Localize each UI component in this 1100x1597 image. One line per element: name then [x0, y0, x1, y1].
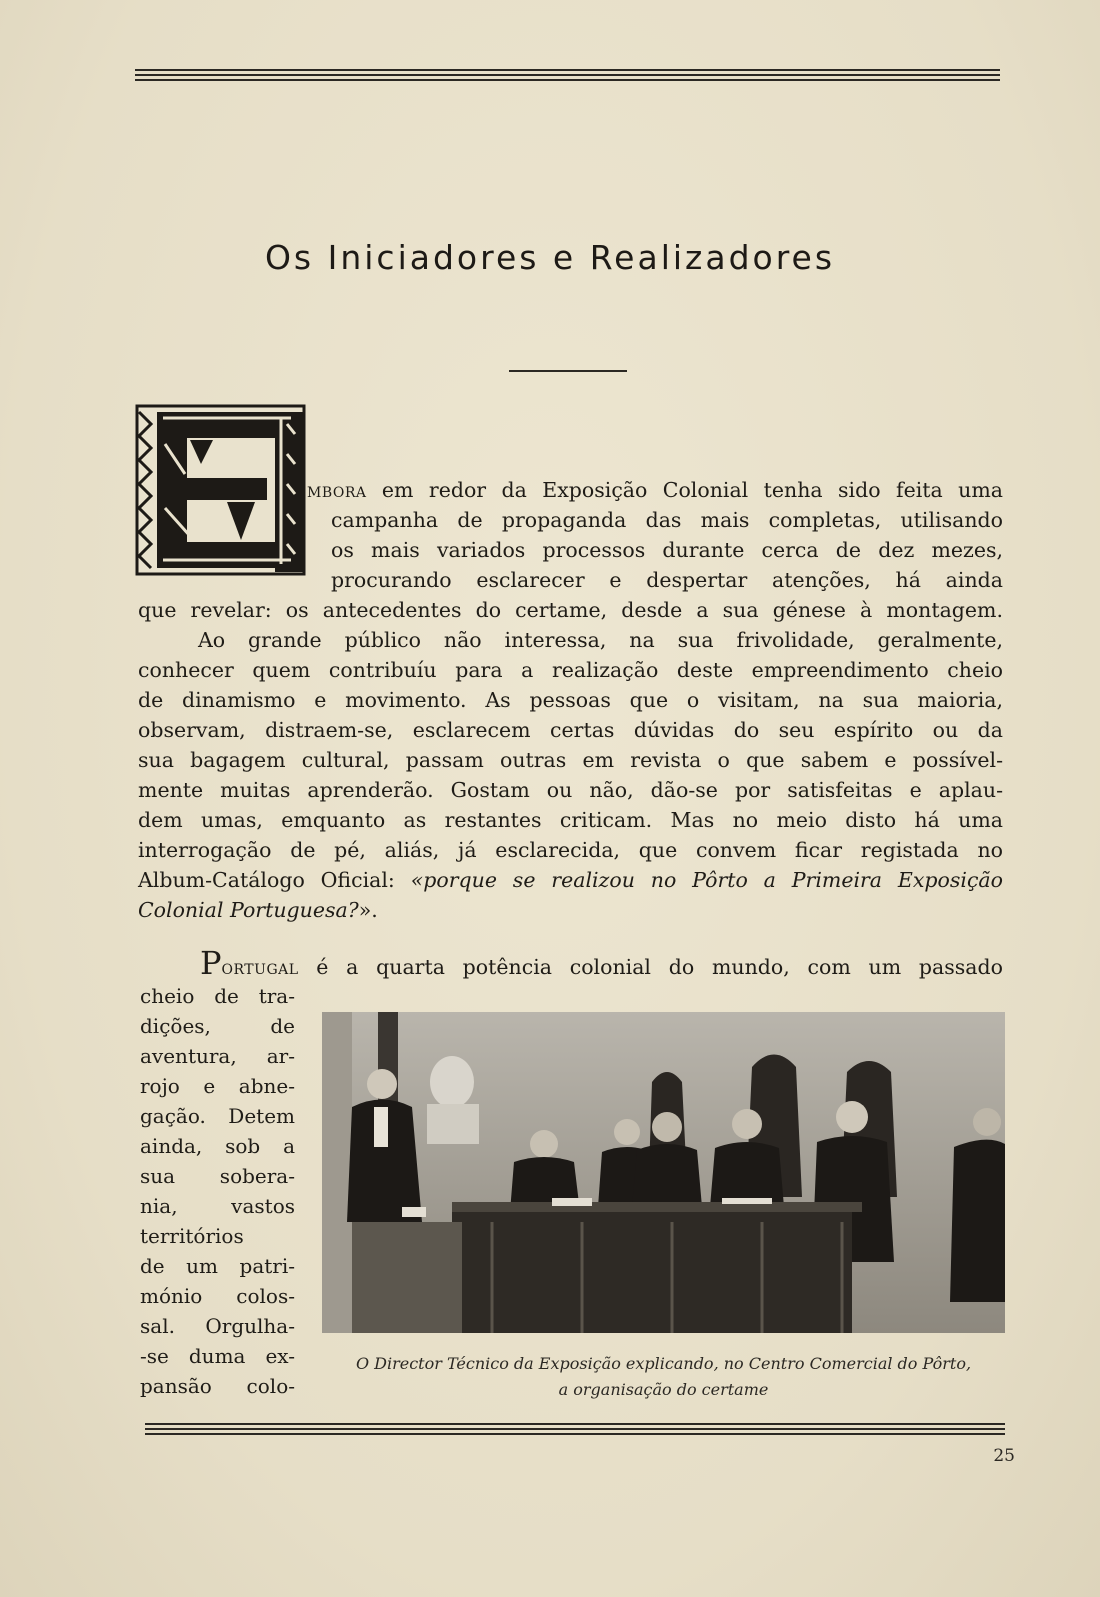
- text-line: mente muitas aprenderão. Gostam ou não, dão-se por satisfeitas e aplau-: [138, 778, 1003, 802]
- text-line: de um patri-: [140, 1254, 295, 1278]
- text-line: -se duma ex-: [140, 1344, 295, 1368]
- top-double-rule: [135, 69, 1000, 81]
- text-line: cheio de tra-: [140, 984, 295, 1008]
- text-span: é a quarta potência colonial do mundo, com um passado: [298, 955, 1003, 979]
- text-line: observam, distraem-se, esclarecem certas dúvidas do seu espírito ou da: [138, 718, 1003, 742]
- page-number: 25: [993, 1446, 1015, 1466]
- text-line: territórios: [140, 1224, 244, 1248]
- text-line: [200, 944, 1003, 982]
- small-caps-lead: mbora: [307, 478, 367, 502]
- text-line: pansão colo-: [140, 1374, 295, 1398]
- photo-caption-line: O Director Técnico da Exposição explicando, no Centro Comercial do Pôrto,: [355, 1354, 972, 1373]
- photo-caption-line: a organisação do certame: [558, 1380, 769, 1399]
- italic-span: Colonial Portuguesa?: [138, 898, 359, 922]
- bottom-double-rule: [145, 1423, 1005, 1435]
- text-line: dições, de: [140, 1014, 295, 1038]
- paragraph-1-body: [138, 595, 1003, 925]
- large-initial: P: [200, 944, 222, 982]
- ornamental-initial-e-icon: [135, 404, 306, 576]
- text-line: [138, 895, 1003, 925]
- text-line: sua sobera-: [140, 1164, 295, 1188]
- text-line: ainda, sob a: [140, 1134, 295, 1158]
- text-line: os mais variados processos durante cerca de dez mezes,: [331, 538, 1003, 562]
- text-line: dem umas, emquanto as restantes criticam. Mas no meio disto há uma: [138, 808, 1003, 832]
- text-line: campanha de propaganda das mais completas, utilisando: [331, 508, 1003, 532]
- text-line: conhecer quem contribuíu para a realização deste empreendimento cheio: [138, 658, 1003, 682]
- text-line: rojo e abne-: [140, 1074, 295, 1098]
- text-line: sua bagagem cultural, passam outras em revista o que sabem e possível-: [138, 748, 1003, 772]
- page-title: Os Iniciadores e Realizadores: [264, 238, 836, 277]
- text-line: mónio colos-: [140, 1284, 295, 1308]
- text-span: Album-Catálogo Oficial:: [138, 868, 411, 892]
- title-underline: [509, 370, 627, 372]
- text-span: em redor da Exposição Colonial tenha sido feita uma: [366, 478, 1003, 502]
- text-line: [307, 475, 1003, 505]
- text-span: ».: [358, 898, 378, 922]
- text-line: que revelar: os antecedentes do certame, desde a sua génese à montagem.: [138, 598, 1003, 622]
- text-line: de dinamismo e movimento. As pessoas que o visitam, na sua maioria,: [138, 688, 1003, 712]
- small-caps-lead: ortugal: [221, 955, 299, 979]
- italic-span: «porque se realizou no Pôrto a Primeira Exposição: [410, 868, 1003, 892]
- meeting-photo-icon: [322, 1012, 1005, 1333]
- text-line: Ao grande público não interessa, na sua frivolidade, geralmente,: [198, 628, 1003, 652]
- paragraph-2-narrow-column: [140, 982, 295, 1402]
- text-line: nia, vastos: [140, 1194, 295, 1218]
- text-line: gação. Detem: [140, 1104, 295, 1128]
- paragraph-1-intro: [307, 475, 1003, 595]
- text-line: sal. Orgulha-: [140, 1314, 295, 1338]
- text-line: interrogação de pé, aliás, já esclarecida, que convem ficar registada no: [138, 838, 1003, 862]
- text-line: aventura, ar-: [140, 1044, 295, 1068]
- paragraph-2-intro: [200, 944, 1003, 982]
- text-line: [138, 865, 1003, 895]
- text-line: procurando esclarecer e despertar atenções, há ainda: [331, 568, 1003, 592]
